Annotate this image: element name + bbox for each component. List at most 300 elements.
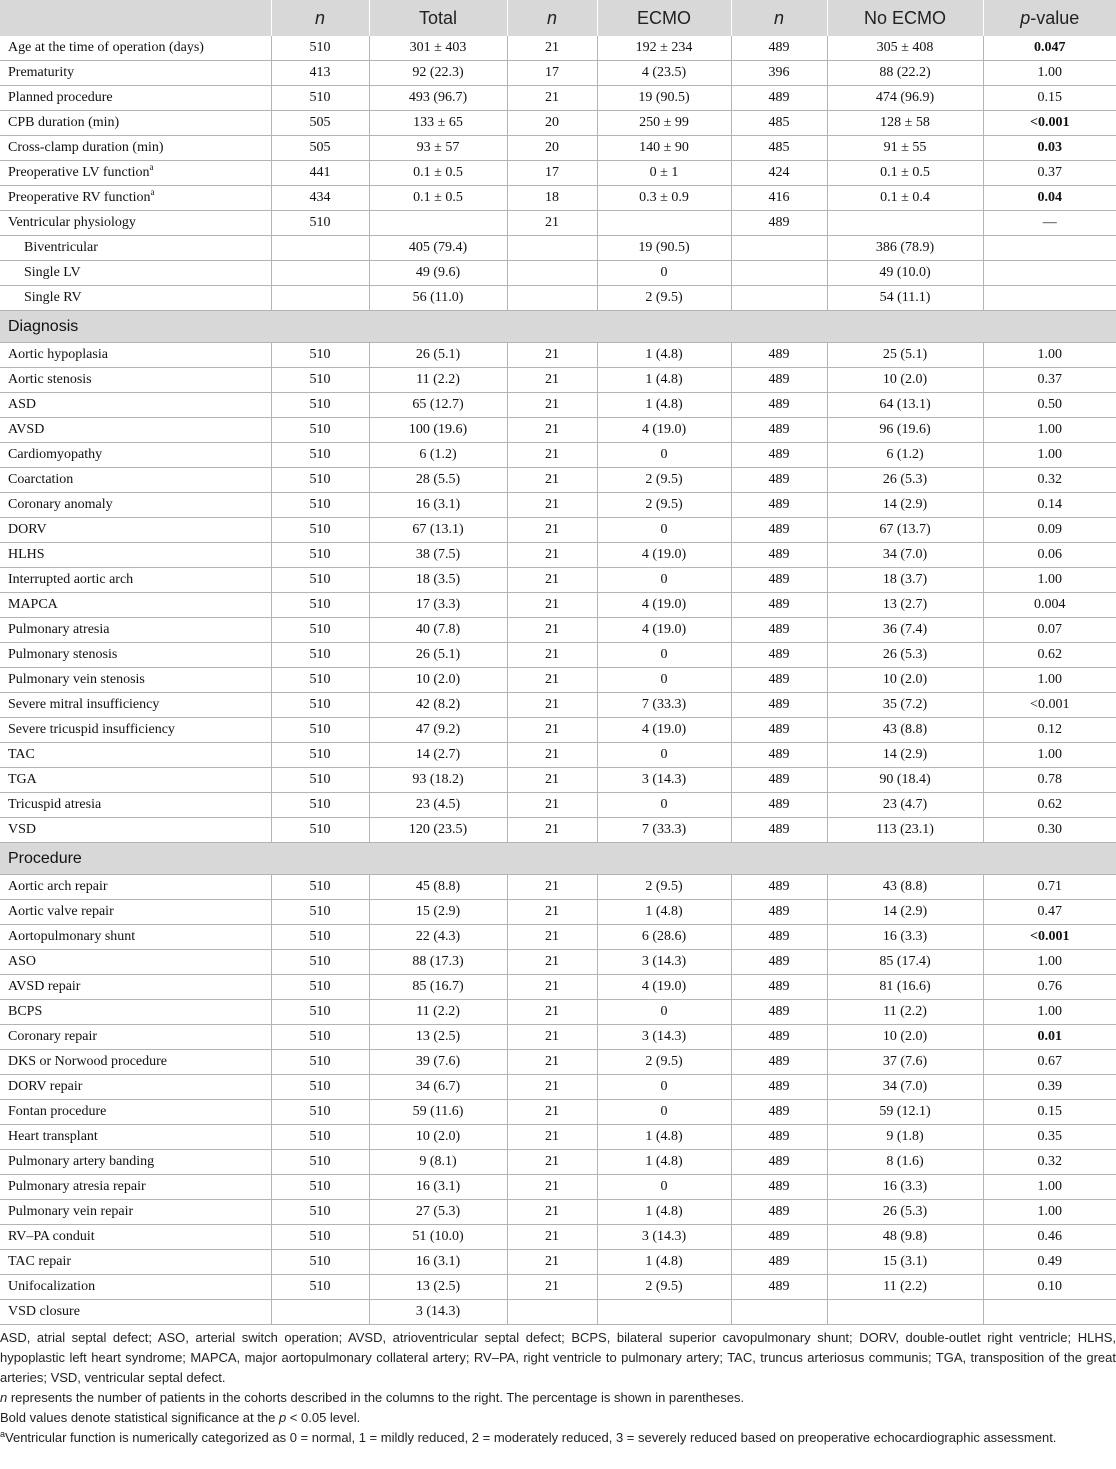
cell-n-ecmo: 21 [507, 343, 597, 368]
cell-ecmo: 19 (90.5) [597, 86, 731, 111]
cell-n-total [271, 236, 369, 261]
table-row [0, 618, 1116, 643]
cell-p-value: — [983, 211, 1116, 236]
cell-n-total: 510 [271, 793, 369, 818]
footnote-marker: a [149, 162, 154, 172]
row-label [0, 1150, 271, 1175]
footnote-text: Ventricular function is numerically categorized as 0 = normal, 1 = mildly reduced, 2 = moderately reduced, 3 = severely reduced based on preoperative echocardiographic assessment. [5, 1430, 1057, 1445]
cell-p-value: 1.00 [983, 568, 1116, 593]
cell-ecmo: 7 (33.3) [597, 693, 731, 718]
cell-n-total: 510 [271, 493, 369, 518]
row-label-text: Prematurity [8, 65, 75, 80]
cell-n-total: 441 [271, 161, 369, 186]
cell-total: 9 (8.1) [369, 1150, 507, 1175]
cell-n-ecmo [507, 286, 597, 311]
cell-ecmo: 0 [597, 1175, 731, 1200]
row-label [0, 1075, 271, 1100]
cell-ecmo: 4 (19.0) [597, 975, 731, 1000]
cell-total: 16 (3.1) [369, 1250, 507, 1275]
cell-n-no-ecmo [731, 1300, 827, 1325]
cell-p-value [983, 261, 1116, 286]
bold-note-post: < 0.05 level. [286, 1410, 361, 1425]
cell-ecmo: 1 (4.8) [597, 343, 731, 368]
cell-n-ecmo: 21 [507, 593, 597, 618]
cell-n-no-ecmo: 489 [731, 818, 827, 843]
cell-no-ecmo: 10 (2.0) [827, 1025, 983, 1050]
row-label [0, 1100, 271, 1125]
abbreviations-note: ASD, atrial septal defect; ASO, arterial switch operation; AVSD, atrioventricular septal defect; BCPS, bilateral superior cavopulmonary shunt; DORV, double-outlet right ventricle; HLHS, hypoplastic left heart syndrome; MAPCA, major aortopulmonary collateral artery; RV–PA, right ventricle to pulmonary artery; TAC, truncus arteriosus communis; TGA, transposition of the great arteries; VSD, ventricular septal defect. [0, 1330, 1116, 1385]
table-row [0, 543, 1116, 568]
row-label [0, 900, 271, 925]
section-row [0, 311, 1116, 343]
cell-p-value: 0.76 [983, 975, 1116, 1000]
cell-no-ecmo: 54 (11.1) [827, 286, 983, 311]
row-label-text: Preoperative LV function [8, 165, 150, 180]
cell-n-total: 510 [271, 518, 369, 543]
table-row [0, 1075, 1116, 1100]
cell-n-total: 510 [271, 925, 369, 950]
footnote-marker: a [150, 187, 155, 197]
cell-ecmo: 2 (9.5) [597, 1050, 731, 1075]
header-no-ecmo: No ECMO [827, 0, 983, 36]
cell-no-ecmo: 14 (2.9) [827, 493, 983, 518]
table-row [0, 136, 1116, 161]
cell-n-no-ecmo: 489 [731, 793, 827, 818]
cell-n-no-ecmo: 489 [731, 1225, 827, 1250]
cell-no-ecmo [827, 1300, 983, 1325]
row-label [0, 925, 271, 950]
header-n-total: n [271, 0, 369, 36]
cell-n-no-ecmo: 396 [731, 61, 827, 86]
cell-p-value [983, 236, 1116, 261]
table-row [0, 668, 1116, 693]
cell-total: 301 ± 403 [369, 36, 507, 61]
cell-n-total: 510 [271, 1225, 369, 1250]
cell-ecmo: 2 (9.5) [597, 875, 731, 900]
cell-n-ecmo: 21 [507, 875, 597, 900]
section-title: Procedure [0, 843, 1116, 875]
cell-n-no-ecmo: 485 [731, 136, 827, 161]
cell-n-total: 510 [271, 900, 369, 925]
cell-n-total: 510 [271, 443, 369, 468]
row-label [0, 668, 271, 693]
cell-ecmo: 140 ± 90 [597, 136, 731, 161]
cell-ecmo: 0 [597, 443, 731, 468]
table-row [0, 343, 1116, 368]
cell-total: 11 (2.2) [369, 368, 507, 393]
header-p-value [983, 0, 1116, 36]
row-label-text: Ventricular physiology [8, 215, 136, 230]
row-label-text: VSD [8, 822, 37, 837]
cell-total: 56 (11.0) [369, 286, 507, 311]
cell-n-no-ecmo: 489 [731, 211, 827, 236]
cell-n-total: 510 [271, 1200, 369, 1225]
row-label-text: Aortic stenosis [8, 372, 92, 387]
row-label [0, 36, 271, 61]
cell-p-value: <0.001 [983, 693, 1116, 718]
table-row [0, 61, 1116, 86]
cell-no-ecmo: 48 (9.8) [827, 1225, 983, 1250]
cell-n-ecmo: 17 [507, 61, 597, 86]
cell-ecmo: 0 [597, 668, 731, 693]
cell-n-total: 510 [271, 1025, 369, 1050]
cell-n-total: 510 [271, 950, 369, 975]
table-row [0, 1050, 1116, 1075]
cell-n-total: 510 [271, 693, 369, 718]
row-label-text: Fontan procedure [8, 1104, 107, 1119]
row-label-text: Pulmonary artery banding [8, 1154, 155, 1169]
row-label-text: VSD closure [8, 1304, 80, 1319]
table-row [0, 1125, 1116, 1150]
cell-no-ecmo: 26 (5.3) [827, 643, 983, 668]
row-label [0, 1275, 271, 1300]
cell-n-total: 510 [271, 393, 369, 418]
cell-n-no-ecmo: 489 [731, 693, 827, 718]
cell-n-no-ecmo: 489 [731, 368, 827, 393]
cell-p-value: 1.00 [983, 950, 1116, 975]
cell-ecmo: 0 [597, 793, 731, 818]
cell-n-no-ecmo: 489 [731, 343, 827, 368]
cell-n-no-ecmo: 489 [731, 593, 827, 618]
cell-ecmo: 0 [597, 1100, 731, 1125]
row-label-text: Pulmonary atresia [8, 622, 110, 637]
cell-no-ecmo: 128 ± 58 [827, 111, 983, 136]
cell-ecmo: 4 (23.5) [597, 61, 731, 86]
cell-n-ecmo: 21 [507, 818, 597, 843]
table-row [0, 1175, 1116, 1200]
cell-p-value: <0.001 [983, 925, 1116, 950]
cell-n-no-ecmo: 489 [731, 36, 827, 61]
cell-n-total: 510 [271, 1250, 369, 1275]
cell-total: 10 (2.0) [369, 668, 507, 693]
cell-ecmo: 192 ± 234 [597, 36, 731, 61]
cell-no-ecmo: 0.1 ± 0.4 [827, 186, 983, 211]
row-label-text: TAC repair [8, 1254, 72, 1269]
table-row [0, 261, 1116, 286]
row-label-text: Biventricular [24, 240, 98, 255]
cell-p-value: 0.004 [983, 593, 1116, 618]
header-label [0, 0, 271, 36]
table-row [0, 1200, 1116, 1225]
cell-n-total: 510 [271, 593, 369, 618]
section-row [0, 843, 1116, 875]
cell-n-ecmo: 21 [507, 768, 597, 793]
cell-p-value: 0.30 [983, 818, 1116, 843]
cell-total [369, 211, 507, 236]
cell-n-no-ecmo: 489 [731, 1100, 827, 1125]
cell-n-no-ecmo: 489 [731, 468, 827, 493]
row-label [0, 86, 271, 111]
table-row [0, 161, 1116, 186]
n-note-text: represents the number of patients in the cohorts described in the columns to the right. The percentage is shown in parentheses. [7, 1390, 745, 1405]
cell-ecmo: 4 (19.0) [597, 618, 731, 643]
cell-p-value: 0.46 [983, 1225, 1116, 1250]
row-label [0, 418, 271, 443]
cell-n-no-ecmo: 489 [731, 86, 827, 111]
table-row [0, 743, 1116, 768]
cell-total: 16 (3.1) [369, 493, 507, 518]
cell-n-no-ecmo: 489 [731, 1125, 827, 1150]
cell-p-value: 0.62 [983, 793, 1116, 818]
cell-total: 88 (17.3) [369, 950, 507, 975]
cell-no-ecmo: 35 (7.2) [827, 693, 983, 718]
cell-n-ecmo: 21 [507, 1050, 597, 1075]
table-row [0, 36, 1116, 61]
cell-n-no-ecmo: 485 [731, 111, 827, 136]
cell-total: 13 (2.5) [369, 1025, 507, 1050]
cell-n-total: 510 [271, 668, 369, 693]
cell-p-value: 1.00 [983, 418, 1116, 443]
cell-p-value: 0.71 [983, 875, 1116, 900]
table-row [0, 693, 1116, 718]
cell-no-ecmo: 14 (2.9) [827, 900, 983, 925]
cell-p-value: 1.00 [983, 1200, 1116, 1225]
table-row [0, 718, 1116, 743]
cell-no-ecmo: 34 (7.0) [827, 1075, 983, 1100]
cell-ecmo: 4 (19.0) [597, 543, 731, 568]
cell-n-total: 510 [271, 368, 369, 393]
cell-p-value: 1.00 [983, 1000, 1116, 1025]
cell-total: 42 (8.2) [369, 693, 507, 718]
cell-ecmo: 19 (90.5) [597, 236, 731, 261]
cell-total: 67 (13.1) [369, 518, 507, 543]
row-label [0, 875, 271, 900]
cell-p-value: 0.15 [983, 1100, 1116, 1125]
cell-n-total: 505 [271, 136, 369, 161]
bold-note-p: p [278, 1410, 287, 1425]
cell-n-ecmo: 17 [507, 161, 597, 186]
row-label-text: Planned procedure [8, 90, 113, 105]
row-label [0, 1200, 271, 1225]
cell-n-ecmo [507, 261, 597, 286]
row-label-text: Pulmonary vein repair [8, 1204, 134, 1219]
row-label [0, 1050, 271, 1075]
cell-p-value: 0.32 [983, 468, 1116, 493]
cell-p-value: <0.001 [983, 111, 1116, 136]
cell-total: 65 (12.7) [369, 393, 507, 418]
row-label [0, 468, 271, 493]
cell-no-ecmo: 96 (19.6) [827, 418, 983, 443]
cell-n-no-ecmo: 489 [731, 950, 827, 975]
cell-no-ecmo: 6 (1.2) [827, 443, 983, 468]
cell-ecmo: 0 [597, 643, 731, 668]
cell-n-ecmo: 21 [507, 900, 597, 925]
cell-p-value: 0.07 [983, 618, 1116, 643]
row-label [0, 343, 271, 368]
cell-n-no-ecmo: 416 [731, 186, 827, 211]
row-label-text: Pulmonary stenosis [8, 647, 118, 662]
cell-ecmo: 6 (28.6) [597, 925, 731, 950]
row-label-text: Tricuspid atresia [8, 797, 102, 812]
row-label [0, 518, 271, 543]
cell-n-ecmo: 20 [507, 111, 597, 136]
row-label [0, 1300, 271, 1325]
row-label-text: TGA [8, 772, 37, 787]
cell-p-value: 0.15 [983, 86, 1116, 111]
cell-ecmo: 0.3 ± 0.9 [597, 186, 731, 211]
row-label [0, 493, 271, 518]
cell-n-ecmo: 21 [507, 418, 597, 443]
row-label-text: Single LV [24, 265, 81, 280]
cell-p-value: 0.67 [983, 1050, 1116, 1075]
cell-total: 100 (19.6) [369, 418, 507, 443]
cell-no-ecmo [827, 211, 983, 236]
cell-n-ecmo: 21 [507, 493, 597, 518]
table-row [0, 518, 1116, 543]
cell-ecmo: 1 (4.8) [597, 1150, 731, 1175]
table-row [0, 900, 1116, 925]
table-row [0, 1225, 1116, 1250]
cell-n-no-ecmo: 489 [731, 1175, 827, 1200]
cell-ecmo: 1 (4.8) [597, 1125, 731, 1150]
cell-no-ecmo: 23 (4.7) [827, 793, 983, 818]
cell-p-value: 1.00 [983, 743, 1116, 768]
cell-n-ecmo: 21 [507, 1175, 597, 1200]
cell-n-ecmo: 18 [507, 186, 597, 211]
table-row [0, 443, 1116, 468]
cell-n-ecmo: 21 [507, 393, 597, 418]
row-label [0, 568, 271, 593]
cell-total: 493 (96.7) [369, 86, 507, 111]
row-label-text: DKS or Norwood procedure [8, 1054, 168, 1069]
cell-ecmo: 4 (19.0) [597, 593, 731, 618]
table-row [0, 950, 1116, 975]
cell-n-ecmo: 21 [507, 211, 597, 236]
cell-total: 28 (5.5) [369, 468, 507, 493]
cell-no-ecmo: 64 (13.1) [827, 393, 983, 418]
cell-n-ecmo: 21 [507, 975, 597, 1000]
row-label-text: Single RV [24, 290, 82, 305]
cell-n-no-ecmo: 489 [731, 643, 827, 668]
cell-no-ecmo: 305 ± 408 [827, 36, 983, 61]
cell-n-total: 510 [271, 418, 369, 443]
row-label-text: HLHS [8, 547, 45, 562]
row-label [0, 768, 271, 793]
row-label [0, 950, 271, 975]
table-row [0, 593, 1116, 618]
cell-total: 38 (7.5) [369, 543, 507, 568]
cell-no-ecmo: 49 (10.0) [827, 261, 983, 286]
cell-total: 23 (4.5) [369, 793, 507, 818]
row-label [0, 975, 271, 1000]
cell-no-ecmo: 37 (7.6) [827, 1050, 983, 1075]
row-label [0, 718, 271, 743]
cell-n-no-ecmo: 489 [731, 1250, 827, 1275]
cell-ecmo: 4 (19.0) [597, 718, 731, 743]
cell-n-total: 510 [271, 618, 369, 643]
table-row [0, 418, 1116, 443]
cell-p-value: 1.00 [983, 343, 1116, 368]
cell-n-no-ecmo [731, 261, 827, 286]
cell-n-ecmo: 21 [507, 643, 597, 668]
cell-n-total [271, 261, 369, 286]
cell-p-value: 0.01 [983, 1025, 1116, 1050]
cell-n-ecmo: 21 [507, 718, 597, 743]
row-label-text: DORV repair [8, 1079, 83, 1094]
row-label-text: Age at the time of operation (days) [8, 40, 204, 55]
cell-no-ecmo: 34 (7.0) [827, 543, 983, 568]
cell-n-total: 510 [271, 86, 369, 111]
header-n-no-ecmo: n [731, 0, 827, 36]
cell-no-ecmo: 81 (16.6) [827, 975, 983, 1000]
cell-p-value: 0.47 [983, 900, 1116, 925]
row-label [0, 693, 271, 718]
row-label [0, 793, 271, 818]
cell-n-total: 434 [271, 186, 369, 211]
cell-no-ecmo: 26 (5.3) [827, 1200, 983, 1225]
table-row [0, 768, 1116, 793]
table-row [0, 793, 1116, 818]
cell-n-no-ecmo: 489 [731, 568, 827, 593]
row-label-text: CPB duration (min) [8, 115, 120, 130]
cell-n-total: 510 [271, 1075, 369, 1100]
header-row [0, 0, 1116, 36]
cell-n-no-ecmo: 489 [731, 1200, 827, 1225]
row-label [0, 393, 271, 418]
row-label-text: BCPS [8, 1004, 43, 1019]
cell-total: 0.1 ± 0.5 [369, 161, 507, 186]
cell-n-no-ecmo: 489 [731, 1050, 827, 1075]
cell-n-total: 510 [271, 36, 369, 61]
cell-no-ecmo: 90 (18.4) [827, 768, 983, 793]
row-label [0, 643, 271, 668]
cell-n-ecmo: 21 [507, 36, 597, 61]
row-label [0, 743, 271, 768]
cell-n-no-ecmo [731, 236, 827, 261]
table-row [0, 1025, 1116, 1050]
cell-no-ecmo: 18 (3.7) [827, 568, 983, 593]
row-label-text: Aortic arch repair [8, 879, 108, 894]
cell-n-total: 510 [271, 975, 369, 1000]
cell-total: 26 (5.1) [369, 643, 507, 668]
table-row [0, 975, 1116, 1000]
row-label-text: Cross-clamp duration (min) [8, 140, 164, 155]
cell-total: 10 (2.0) [369, 1125, 507, 1150]
cell-total: 93 ± 57 [369, 136, 507, 161]
table-row [0, 111, 1116, 136]
row-label [0, 593, 271, 618]
cell-p-value: 1.00 [983, 61, 1116, 86]
table-row [0, 211, 1116, 236]
cell-total: 40 (7.8) [369, 618, 507, 643]
cell-p-value: 0.03 [983, 136, 1116, 161]
cell-no-ecmo: 11 (2.2) [827, 1275, 983, 1300]
cell-no-ecmo: 16 (3.3) [827, 925, 983, 950]
row-label-text: DORV [8, 522, 47, 537]
table-row [0, 286, 1116, 311]
cell-ecmo: 3 (14.3) [597, 1025, 731, 1050]
section-title: Diagnosis [0, 311, 1116, 343]
cell-ecmo: 7 (33.3) [597, 818, 731, 843]
cell-n-total: 510 [271, 768, 369, 793]
cell-n-no-ecmo: 424 [731, 161, 827, 186]
cell-ecmo: 0 [597, 1000, 731, 1025]
cell-n-ecmo: 21 [507, 1000, 597, 1025]
cell-ecmo: 1 (4.8) [597, 393, 731, 418]
cell-no-ecmo: 91 ± 55 [827, 136, 983, 161]
cell-ecmo: 1 (4.8) [597, 1200, 731, 1225]
cell-n-ecmo: 21 [507, 86, 597, 111]
cell-n-total: 510 [271, 875, 369, 900]
row-label-text: Coronary repair [8, 1029, 98, 1044]
cell-no-ecmo: 386 (78.9) [827, 236, 983, 261]
cell-total: 16 (3.1) [369, 1175, 507, 1200]
cell-n-no-ecmo: 489 [731, 618, 827, 643]
cell-p-value: 1.00 [983, 443, 1116, 468]
cell-n-no-ecmo: 489 [731, 1150, 827, 1175]
cell-total: 6 (1.2) [369, 443, 507, 468]
cell-total: 120 (23.5) [369, 818, 507, 843]
